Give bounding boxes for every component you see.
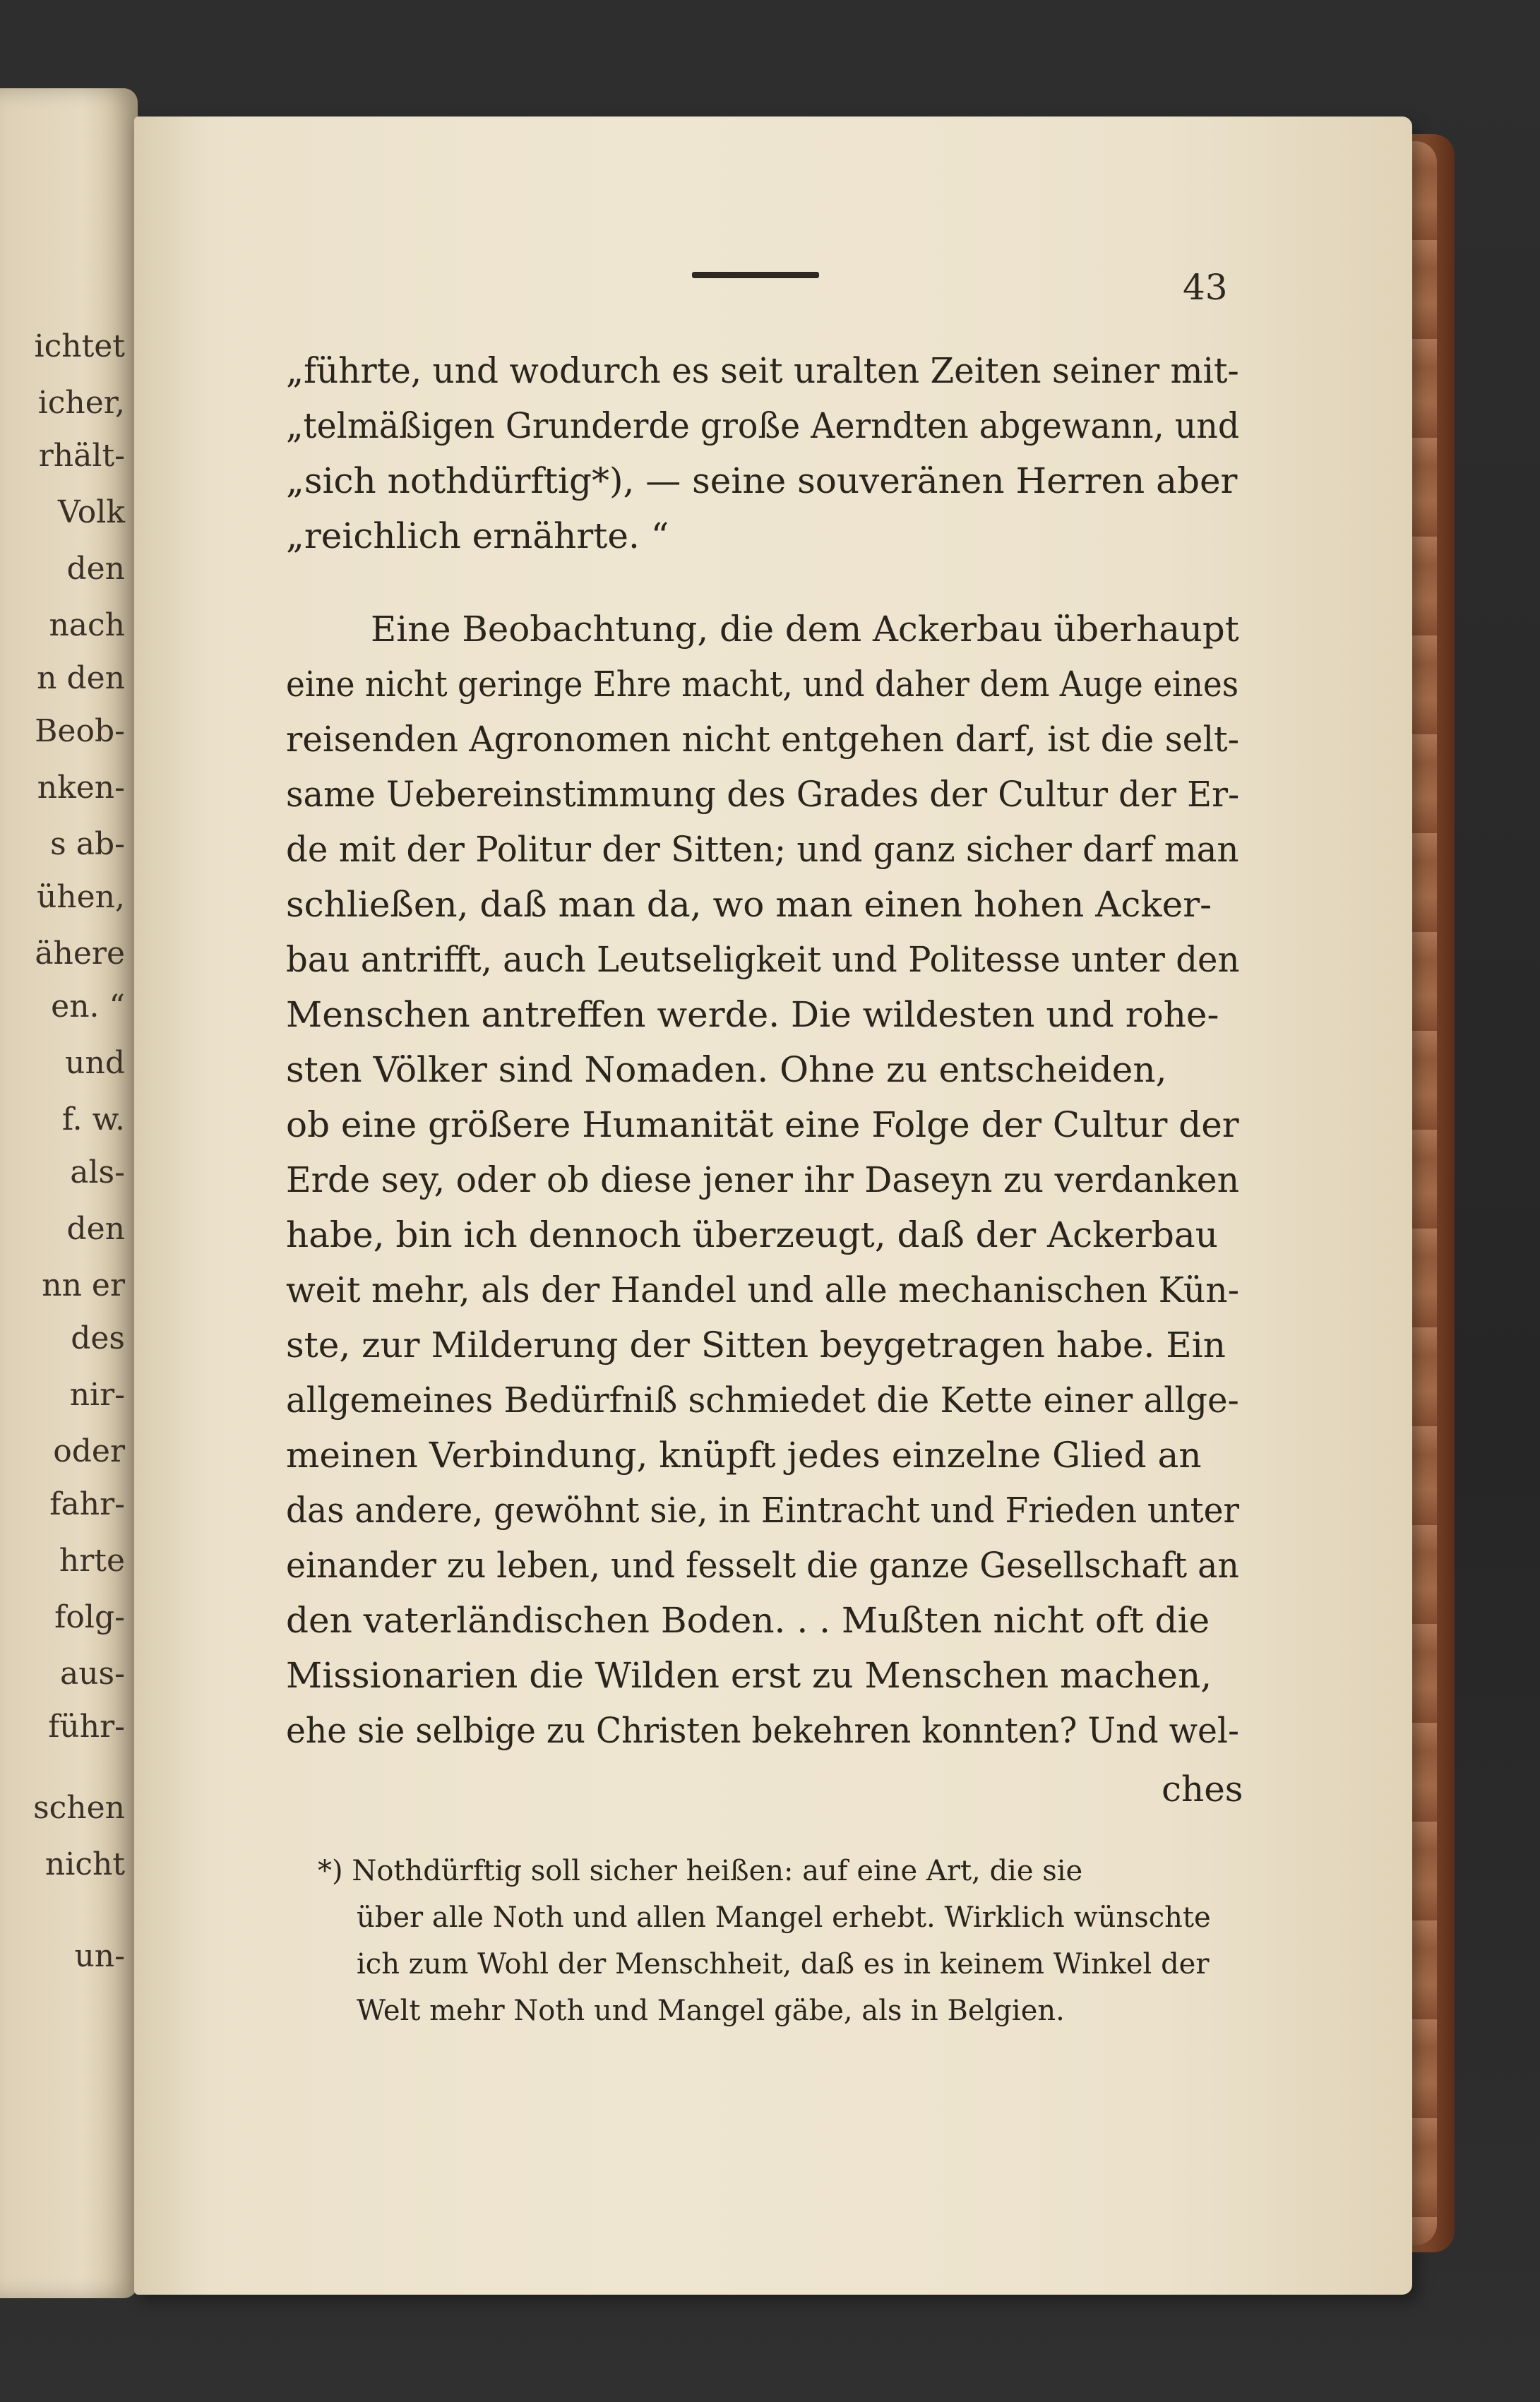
left-page-fragment: n den <box>37 660 125 696</box>
page-number: 43 <box>1183 267 1228 308</box>
left-page <box>0 88 138 2298</box>
text-line: de mit der Politur der Sitten; und ganz sicher darf man <box>286 829 1239 870</box>
text-line: einander zu leben, und fesselt die ganze Gesellschaft an <box>286 1545 1239 1586</box>
footnote-line: ich zum Wohl der Menschheit, daß es in keinem Winkel der <box>357 1948 1210 1980</box>
text-line: „telmäßigen Grunderde große Aerndten abgewann, und <box>286 405 1240 446</box>
text-line: ehe sie selbige zu Christen bekehren konnten? Und wel- <box>286 1710 1239 1751</box>
left-page-fragment: nn er <box>42 1267 125 1303</box>
footnote-line: Welt mehr Noth und Mangel gäbe, als in Belgien. <box>357 1995 1065 2027</box>
left-page-fragment: ähere <box>35 936 125 972</box>
left-page-fragment: ichtet <box>34 328 125 364</box>
left-page-fragment: fahr- <box>49 1486 125 1522</box>
left-page-fragment: führ- <box>48 1709 125 1745</box>
left-page-fragment: ühen, <box>36 879 125 915</box>
text-line: bau antrifft, auch Leutseligkeit und Politesse unter den <box>286 939 1240 980</box>
text-line: „reichlich ernährte. “ <box>286 515 669 556</box>
left-page-fragment: un- <box>74 1938 125 1974</box>
text-line: „führte, und wodurch es seit uralten Zeiten seiner mit- <box>286 350 1239 391</box>
text-line: Eine Beobachtung, die dem Ackerbau überhaupt <box>371 609 1239 650</box>
text-line: meinen Verbindung, knüpft jedes einzelne Glied an <box>286 1435 1202 1476</box>
left-page-fragment: nach <box>49 607 125 643</box>
text-line: „sich nothdürftig*), — seine souveränen Herren aber <box>286 460 1238 501</box>
left-page-fragment: aus- <box>59 1656 125 1692</box>
footnote-line: *) Nothdürftig soll sicher heißen: auf eine Art, die sie <box>318 1855 1083 1887</box>
text-line: Missionarien die Wilden erst zu Menschen machen, <box>286 1655 1212 1696</box>
text-line: weit mehr, als der Handel und alle mechanischen Kün- <box>286 1269 1240 1310</box>
text-line: Erde sey, oder ob diese jener ihr Daseyn zu verdanken <box>286 1159 1240 1200</box>
catchword: ches <box>1162 1769 1243 1810</box>
text-line: allgemeines Bedürfniß schmiedet die Kette einer allge- <box>286 1380 1239 1421</box>
left-page-fragment: folg- <box>54 1599 125 1635</box>
text-line: ob eine größere Humanität eine Folge der Cultur der <box>286 1104 1239 1145</box>
left-page-fragment: nicht <box>44 1846 125 1882</box>
left-page-fragment: den <box>66 1211 125 1247</box>
left-page-fragment: en. “ <box>51 988 125 1024</box>
left-page-fragment: rhält- <box>38 438 125 474</box>
left-page-fragment: als- <box>70 1154 125 1190</box>
left-page-fragment: schen <box>33 1790 125 1826</box>
footnote-line: über alle Noth und allen Mangel erhebt. Wirklich wünschte <box>357 1901 1211 1934</box>
left-page-fragment: Volk <box>58 494 125 530</box>
left-page-fragment: icher, <box>37 385 125 421</box>
text-line: habe, bin ich dennoch überzeugt, daß der Ackerbau <box>286 1214 1218 1255</box>
header-rule <box>692 272 819 278</box>
left-page-fragment: hrte <box>59 1543 125 1579</box>
left-page-fragment: nken- <box>37 770 125 806</box>
text-line: reisenden Agronomen nicht entgehen darf, ist die selt- <box>286 719 1240 760</box>
left-page-fragment: s ab- <box>50 826 125 862</box>
text-line: eine nicht geringe Ehre macht, und daher dem Auge eines <box>286 664 1238 705</box>
left-page-fragment: des <box>71 1320 125 1356</box>
text-line: schließen, daß man da, wo man einen hohen Acker- <box>286 884 1212 925</box>
left-page-fragment: Beob- <box>35 713 125 749</box>
text-line: den vaterländischen Boden. . . Mußten nicht oft die <box>286 1600 1210 1641</box>
text-line: Menschen antreffen werde. Die wildesten und rohe- <box>286 994 1219 1035</box>
text-line: sten Völker sind Nomaden. Ohne zu entscheiden, <box>286 1049 1167 1090</box>
left-page-fragment: f. w. <box>61 1101 125 1137</box>
left-page-fragment: und <box>65 1045 125 1081</box>
left-page-fragment: nir- <box>69 1377 125 1413</box>
left-page-fragment: den <box>66 551 125 587</box>
text-line: ste, zur Milderung der Sitten beygetragen habe. Ein <box>286 1325 1226 1366</box>
left-page-fragment: oder <box>53 1433 125 1469</box>
text-line: das andere, gewöhnt sie, in Eintracht und Frieden unter <box>286 1490 1239 1531</box>
text-line: same Uebereinstimmung des Grades der Cultur der Er- <box>286 774 1240 815</box>
